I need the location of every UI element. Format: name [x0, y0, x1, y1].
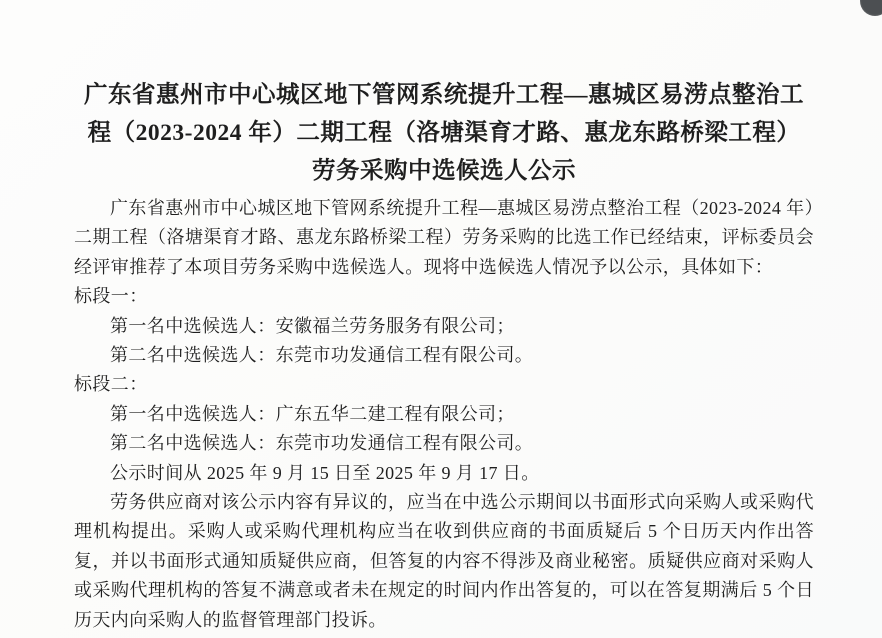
lot-2-first-candidate: 第一名中选候选人：广东五华二建工程有限公司； — [110, 403, 515, 424]
section-heading-lot-2: 标段二： — [74, 374, 148, 395]
section-heading-lot-1: 标段一： — [74, 286, 148, 307]
lot-2-second-candidate: 第二名中选候选人：东莞市功发通信工程有限公司。 — [110, 433, 534, 454]
document-title-line-3: 劳务采购中选候选人公示 — [312, 158, 576, 184]
document-content — [74, 76, 814, 635]
document-title — [74, 76, 814, 190]
intro-paragraph: 广东省惠州市中心城区地下管网系统提升工程—惠城区易涝点整治工程（2023-2024 年）二期工程（洛塘渠育才路、惠龙东路桥梁工程）劳务采购的比选工作已经结束，评标委员会经评审推荐了本项目劳务采购中选候选人。现将中选候选人情况予以公示，具体如下： — [74, 198, 814, 277]
document-body — [74, 194, 814, 635]
objection-paragraph: 劳务供应商对该公示内容有异议的，应当在中选公示期间以书面形式向采购人或采购代理机构提出。采购人或采购代理机构应当在收到供应商的书面质疑后 5 个日历天内作出答复，并以书面形式通知质疑供应商，但答复的内容不得涉及商业秘密。质疑供应商对采购人或采购代理机构的答复不满意或者未在规定的时间内作出答复的，可以在答复期满后 5 个日历天内向采购人的监督管理部门投诉。 — [74, 492, 814, 630]
lot-1-first-candidate: 第一名中选候选人：安徽福兰劳务服务有限公司； — [110, 315, 515, 336]
document-title-line-1: 广东省惠州市中心城区地下管网系统提升工程—惠城区易涝点整治工 — [84, 82, 804, 108]
corner-circle-button[interactable] — [860, 0, 882, 16]
document-title-line-2: 程（2023-2024 年）二期工程（洛塘渠育才路、惠龙东路桥梁工程） — [87, 120, 801, 146]
publicity-period-line: 公示时间从 2025 年 9 月 15 日至 2025 年 9 月 17 日。 — [110, 462, 540, 483]
lot-1-second-candidate: 第二名中选候选人：东莞市功发通信工程有限公司。 — [110, 345, 534, 366]
